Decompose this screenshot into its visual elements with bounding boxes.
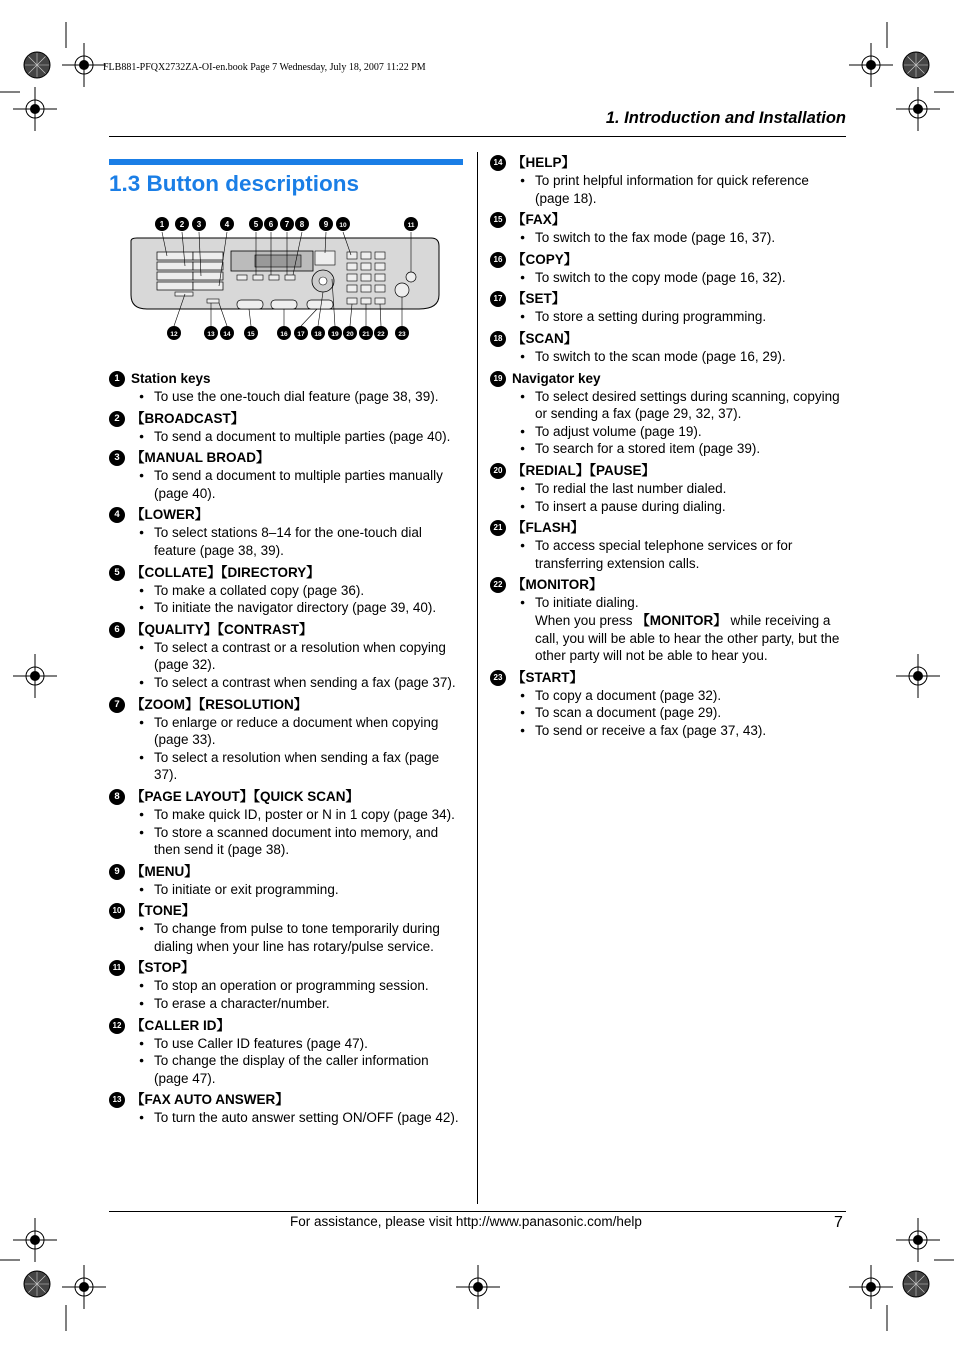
entry-heading xyxy=(109,370,464,388)
entry-title: 【FLASH】 xyxy=(512,520,584,536)
callout-top-8 xyxy=(295,217,309,231)
svg-text:16: 16 xyxy=(280,331,288,338)
entry-heading xyxy=(109,449,464,467)
section-bar xyxy=(109,159,463,165)
entry-8 xyxy=(109,788,464,859)
svg-text:6: 6 xyxy=(268,220,274,229)
control-panel-diagram xyxy=(127,213,443,343)
entry-15 xyxy=(490,211,845,247)
callout-bottom-17 xyxy=(294,326,308,340)
entry-heading xyxy=(490,370,845,388)
svg-text:13: 13 xyxy=(207,331,215,338)
callout-bottom-23 xyxy=(395,326,409,340)
registration-mark-top-right xyxy=(903,52,929,78)
entry-11 xyxy=(109,959,464,1012)
callout-bottom-16 xyxy=(277,326,291,340)
entry-number-badge: 22 xyxy=(490,577,506,593)
entry-bullet: ● To switch to the fax mode (page 16, 37). xyxy=(490,229,845,247)
entry-number-badge: 12 xyxy=(109,1018,125,1034)
footer-assistance: For assistance, please visit http://www.panasonic.com/help xyxy=(290,1214,642,1229)
entry-heading xyxy=(490,330,845,348)
callout-bottom-12 xyxy=(167,326,181,340)
entry-bullet: ● To print helpful information for quick reference (page 18). xyxy=(490,172,845,207)
entry-number-badge: 9 xyxy=(109,864,125,880)
entry-bullet: ● To enlarge or reduce a document when copying (page 33). xyxy=(109,714,464,749)
entry-bullet: ● To select a contrast when sending a fax (page 37). xyxy=(109,674,464,692)
entry-number-badge: 21 xyxy=(490,520,506,536)
entry-bullet: ● To initiate or exit programming. xyxy=(109,881,464,899)
header-rule xyxy=(109,136,846,137)
entry-bullet: ● To make a collated copy (page 36). xyxy=(109,582,464,600)
note-text: while receiving a call, you will be able to hear the other party, but the other party will not be able to hear you. xyxy=(535,612,840,664)
entry-number-badge: 11 xyxy=(109,960,125,976)
entry-bullet: ● To erase a character/number. xyxy=(109,995,464,1013)
entry-heading xyxy=(490,211,845,229)
callout-top-10 xyxy=(336,217,350,231)
svg-text:20: 20 xyxy=(346,331,354,338)
entry-heading xyxy=(109,564,464,582)
entry-title: 【TONE】 xyxy=(131,903,196,919)
entry-bullet: ● To store a setting during programming. xyxy=(490,308,845,326)
entry-number-badge: 8 xyxy=(109,789,125,805)
callout-bottom-20 xyxy=(343,326,357,340)
entry-heading xyxy=(109,621,464,639)
entry-heading xyxy=(109,506,464,524)
entry-title: 【FAX】 xyxy=(512,212,566,228)
callout-top-3 xyxy=(192,217,206,231)
entry-title: 【COPY】 xyxy=(512,251,578,267)
entry-bullet: ● To turn the auto answer setting ON/OFF (page 42). xyxy=(109,1109,464,1127)
entry-title: 【MONITOR】 xyxy=(512,577,603,593)
entry-heading xyxy=(109,1091,464,1109)
entry-title: 【START】 xyxy=(512,669,583,685)
entry-bullet: ● To access special telephone services or for transferring extension calls. xyxy=(490,537,845,572)
entry-number-badge: 23 xyxy=(490,670,506,686)
callout-top-5 xyxy=(249,217,263,231)
entry-bullet: ● To stop an operation or programming session. xyxy=(109,977,464,995)
entry-7 xyxy=(109,696,464,784)
entry-number-badge: 20 xyxy=(490,463,506,479)
entry-bullet: ● To insert a pause during dialing. xyxy=(490,498,845,516)
entry-bullet: ● To change from pulse to tone temporarily during dialing when your line has rotary/pulse service. xyxy=(109,920,464,955)
entry-title: 【COLLATE】【DIRECTORY】 xyxy=(131,564,320,580)
svg-text:19: 19 xyxy=(331,331,339,338)
entry-number-badge: 3 xyxy=(109,450,125,466)
entry-number-badge: 1 xyxy=(109,371,125,387)
entry-number-badge: 5 xyxy=(109,565,125,581)
entry-18 xyxy=(490,330,845,366)
entry-title: Station keys xyxy=(131,371,211,386)
entry-23 xyxy=(490,669,845,740)
svg-text:3: 3 xyxy=(196,220,202,229)
entry-2 xyxy=(109,410,464,446)
entry-title: 【BROADCAST】 xyxy=(131,410,245,426)
entry-number-badge: 4 xyxy=(109,507,125,523)
svg-text:18: 18 xyxy=(314,331,322,338)
entry-heading xyxy=(109,788,464,806)
entry-bullet: ● To use Caller ID features (page 47). xyxy=(109,1035,464,1053)
entry-heading xyxy=(490,576,845,594)
entry-heading xyxy=(109,410,464,428)
entry-heading xyxy=(490,669,845,687)
callout-bottom-14 xyxy=(220,326,234,340)
entry-bullet: ● To copy a document (page 32). xyxy=(490,687,845,705)
callout-bottom-21 xyxy=(359,326,373,340)
entry-number-badge: 16 xyxy=(490,252,506,268)
entry-bullet: ● To send or receive a fax (page 37, 43). xyxy=(490,722,845,740)
entry-number-badge: 19 xyxy=(490,371,506,387)
svg-text:7: 7 xyxy=(284,220,290,229)
entry-19 xyxy=(490,370,845,458)
entry-heading xyxy=(490,251,845,269)
entry-heading xyxy=(109,696,464,714)
entry-bullet: ● To send a document to multiple parties manually (page 40). xyxy=(109,467,464,502)
svg-text:21: 21 xyxy=(362,331,370,338)
entry-heading xyxy=(109,902,464,920)
svg-text:4: 4 xyxy=(224,220,230,229)
column-divider xyxy=(477,152,478,1204)
svg-text:5: 5 xyxy=(253,220,259,229)
entry-16 xyxy=(490,251,845,287)
entry-title: 【CALLER ID】 xyxy=(131,1017,230,1033)
entry-title: 【REDIAL】【PAUSE】 xyxy=(512,462,656,478)
entry-bullet: ● To scan a document (page 29). xyxy=(490,704,845,722)
entry-heading xyxy=(490,290,845,308)
entry-bullet: ● To make quick ID, poster or N in 1 copy (page 34). xyxy=(109,806,464,824)
entry-title: 【LOWER】 xyxy=(131,507,209,523)
entry-number-badge: 18 xyxy=(490,331,506,347)
svg-text:8: 8 xyxy=(299,220,305,229)
entry-bullet: ● To initiate dialing. xyxy=(490,594,845,612)
note-text: When you press xyxy=(535,612,637,628)
section-title: 1.3 Button descriptions xyxy=(109,171,360,196)
entry-title: 【MANUAL BROAD】 xyxy=(131,450,270,466)
entry-heading xyxy=(490,154,845,172)
callout-top-6 xyxy=(264,217,278,231)
callout-bottom-18 xyxy=(311,326,325,340)
svg-text:14: 14 xyxy=(223,331,231,338)
entry-bullet: ● To initiate the navigator directory (page 39, 40). xyxy=(109,599,464,617)
callout-top-9 xyxy=(319,217,333,231)
callout-bottom-13 xyxy=(204,326,218,340)
svg-text:15: 15 xyxy=(247,331,255,338)
svg-text:1: 1 xyxy=(159,220,165,229)
page-number: 7 xyxy=(834,1214,843,1231)
entry-9 xyxy=(109,863,464,899)
entry-bullet: ● To search for a stored item (page 39). xyxy=(490,440,845,458)
registration-mark-bottom-left xyxy=(24,1271,50,1297)
entry-note xyxy=(490,612,845,665)
entry-heading xyxy=(109,1017,464,1035)
note-key: 【MONITOR】 xyxy=(636,612,727,628)
svg-text:17: 17 xyxy=(297,331,305,338)
entry-bullet: ● To send a document to multiple parties (page 40). xyxy=(109,428,464,446)
entry-title: 【QUALITY】【CONTRAST】 xyxy=(131,621,313,637)
entry-22 xyxy=(490,576,845,664)
callout-top-4 xyxy=(220,217,234,231)
entry-21 xyxy=(490,519,845,572)
svg-text:22: 22 xyxy=(377,331,385,338)
callout-top-11 xyxy=(404,217,418,231)
entry-heading xyxy=(109,863,464,881)
entry-title: 【STOP】 xyxy=(131,960,195,976)
entry-title: 【MENU】 xyxy=(131,863,198,879)
entry-1 xyxy=(109,370,464,406)
footer-rule xyxy=(109,1211,846,1212)
callout-top-2 xyxy=(175,217,189,231)
entry-number-badge: 15 xyxy=(490,212,506,228)
entry-bullet: ● To select desired settings during scanning, copying or sending a fax (page 29, 32, 37). xyxy=(490,388,845,423)
entry-13 xyxy=(109,1091,464,1127)
callout-bottom-19 xyxy=(328,326,342,340)
callout-top-7 xyxy=(280,217,294,231)
svg-text:11: 11 xyxy=(407,222,415,229)
entry-title: Navigator key xyxy=(512,370,601,386)
right-column xyxy=(490,150,845,739)
entry-bullet: ● To store a scanned document into memory, and then send it (page 38). xyxy=(109,824,464,859)
entry-6 xyxy=(109,621,464,692)
entry-4 xyxy=(109,506,464,559)
svg-text:12: 12 xyxy=(170,331,178,338)
entry-title: 【SCAN】 xyxy=(512,330,578,346)
entry-number-badge: 17 xyxy=(490,291,506,307)
svg-text:23: 23 xyxy=(398,331,406,338)
entry-bullet: ● To select stations 8–14 for the one-touch dial feature (page 38, 39). xyxy=(109,524,464,559)
registration-mark-top-left xyxy=(24,52,50,78)
entry-bullet: ● To select a resolution when sending a fax (page 37). xyxy=(109,749,464,784)
entry-title: 【PAGE LAYOUT】【QUICK SCAN】 xyxy=(131,788,360,804)
entry-title: 【ZOOM】【RESOLUTION】 xyxy=(131,696,308,712)
callout-bottom-22 xyxy=(374,326,388,340)
entry-10 xyxy=(109,902,464,955)
chapter-title: 1. Introduction and Installation xyxy=(605,109,846,127)
svg-text:9: 9 xyxy=(323,220,329,229)
entry-bullet: ● To select a contrast or a resolution when copying (page 32). xyxy=(109,639,464,674)
file-info: FLB881-PFQX2732ZA-OI-en.book Page 7 Wednesday, July 18, 2007 11:22 PM xyxy=(103,62,426,73)
entry-20 xyxy=(490,462,845,515)
entry-bullet: ● To change the display of the caller information (page 47). xyxy=(109,1052,464,1087)
entry-heading xyxy=(109,959,464,977)
entry-3 xyxy=(109,449,464,502)
registration-mark-bottom-right xyxy=(903,1271,929,1297)
entry-number-badge: 14 xyxy=(490,155,506,171)
entry-title: 【SET】 xyxy=(512,291,566,307)
entry-heading xyxy=(490,519,845,537)
entry-12 xyxy=(109,1017,464,1088)
entry-5 xyxy=(109,564,464,617)
entry-number-badge: 2 xyxy=(109,411,125,427)
svg-text:10: 10 xyxy=(339,222,347,229)
entry-bullet: ● To switch to the copy mode (page 16, 32). xyxy=(490,269,845,287)
callout-bottom-15 xyxy=(244,326,258,340)
left-column xyxy=(109,366,464,1127)
entry-heading xyxy=(490,462,845,480)
svg-text:2: 2 xyxy=(179,220,185,229)
entry-bullet: ● To switch to the scan mode (page 16, 29). xyxy=(490,348,845,366)
entry-number-badge: 10 xyxy=(109,903,125,919)
entry-number-badge: 7 xyxy=(109,697,125,713)
entry-bullet: ● To use the one-touch dial feature (page 38, 39). xyxy=(109,388,464,406)
entry-number-badge: 13 xyxy=(109,1092,125,1108)
entry-title: 【HELP】 xyxy=(512,155,576,170)
entry-title: 【FAX AUTO ANSWER】 xyxy=(131,1092,289,1108)
entry-14 xyxy=(490,154,845,207)
entry-bullet: ● To redial the last number dialed. xyxy=(490,480,845,498)
entry-17 xyxy=(490,290,845,326)
entry-number-badge: 6 xyxy=(109,622,125,638)
callout-top-1 xyxy=(155,217,169,231)
entry-bullet: ● To adjust volume (page 19). xyxy=(490,423,845,441)
